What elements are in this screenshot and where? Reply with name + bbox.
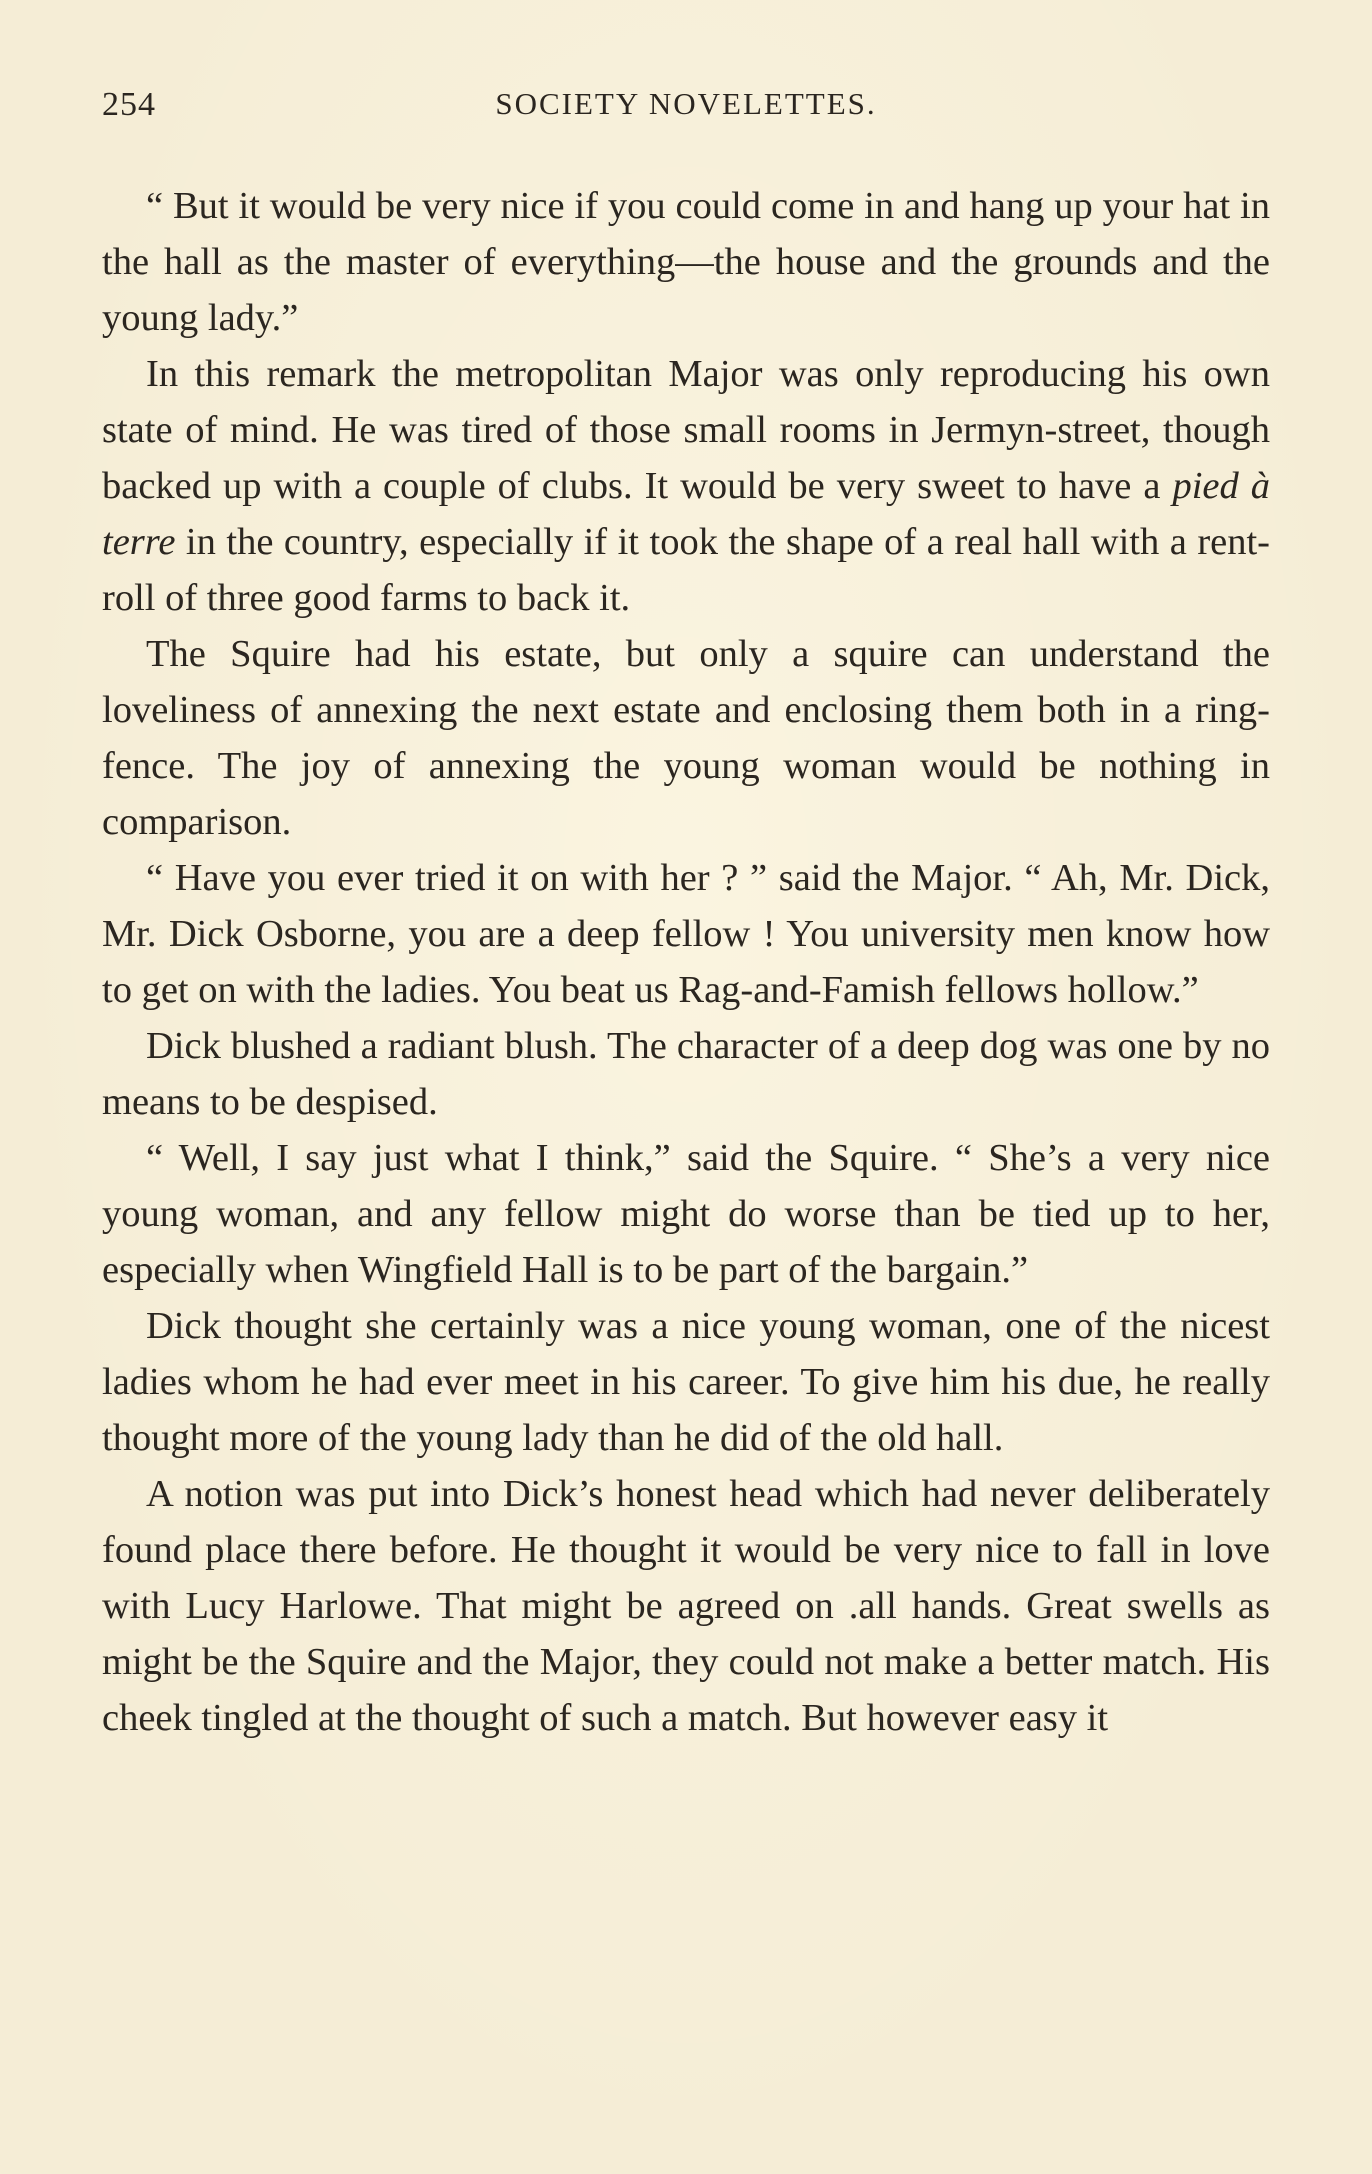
paragraph-2-after: in the country, especially if it took the shape of a real hall with a rent-roll of three good farms to back it.	[102, 521, 1270, 619]
paragraph-8: A notion was put into Dick’s honest head which had never deliberately found place there before. He thought it would be very nice to fall in love with Lucy Harlowe. That might be agreed on .all hands. Great swells as might be the Squire and the Major, they could not make a better match. His cheek tingled at the thought of such a match. But however easy it	[102, 1473, 1270, 1739]
book-title: SOCIETY NOVELETTES.	[495, 86, 877, 121]
paragraph-1: “ But it would be very nice if you could come in and hang up your hat in the hall as the master of everything—the house and the grounds and the young lady.”	[102, 185, 1270, 339]
paragraph-2	[102, 346, 1270, 626]
paragraph-6: “ Well, I say just what I think,” said the Squire. “ She’s a very nice young woman, and any fellow might do worse than be tied up to her, especially when Wingfield Hall is to be part of the bargain.”	[102, 1137, 1270, 1291]
paragraph-2-italic: pied à terre	[102, 465, 1270, 563]
paragraph-7: Dick thought she certainly was a nice young woman, one of the nicest ladies whom he had ever meet in his career. To give him his due, he really thought more of the young lady than he did of the old hall.	[102, 1305, 1270, 1459]
paragraph-4: “ Have you ever tried it on with her ? ” said the Major. “ Ah, Mr. Dick, Mr. Dick Osborne, you are a deep fellow ! You university men know how to get on with the ladies. You beat us Rag-and-Famish fellows hollow.”	[102, 857, 1270, 1011]
body-text	[102, 178, 1270, 1746]
paragraph-3: The Squire had his estate, but only a squire can understand the loveliness of annexing the next estate and enclosing them both in a ring-fence. The joy of annexing the young woman would be nothing in comparison.	[102, 633, 1270, 843]
paragraph-5: Dick blushed a radiant blush. The character of a deep dog was one by no means to be despised.	[102, 1025, 1270, 1123]
running-head	[102, 86, 1270, 136]
paragraph-2-before: In this remark the metropolitan Major was only reproducing his own state of mind. He was tired of those small rooms in Jermyn-street, though backed up with a couple of clubs. It would be very sweet to have a	[102, 353, 1270, 507]
page-number: 254	[102, 86, 156, 123]
